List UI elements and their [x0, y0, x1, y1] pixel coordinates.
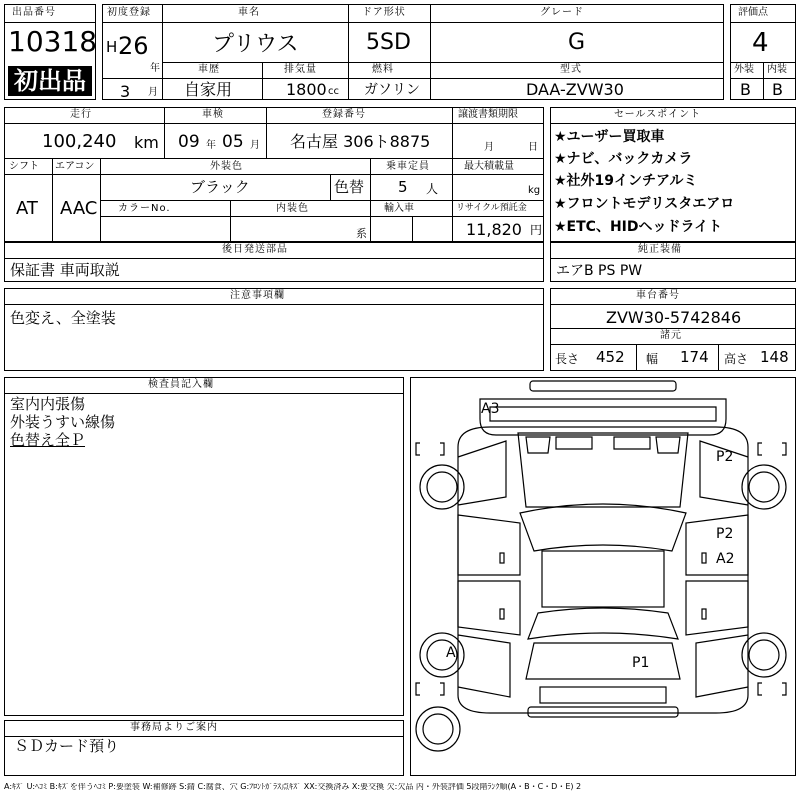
mileage-label: 走行	[70, 109, 92, 120]
model-code: DAA-ZVW30	[526, 80, 624, 99]
width: 174	[680, 348, 709, 366]
ext-color-label: 外装色	[210, 161, 243, 172]
reg-number: 名古屋 306ト8875	[290, 132, 431, 151]
lot-number-label: 出品番号	[12, 7, 56, 18]
inspection-year: 09	[178, 132, 200, 152]
damage-legend: A:ｷｽﾞ U:ﾍｺﾐ B:ｷｽﾞを伴うﾍｺﾐ P:要塗装 W:補修跡 S:錆 C:腐食、穴 G:ﾌﾛﾝﾄｶﾞﾗｽ点ｷｽﾞ XX:交換済み X:要交換 欠:欠品 内・外装評価 5段階ﾗﾝｸ順(A・B・C・D・E) 2	[4, 783, 582, 791]
recycle-label: リサイクル預託金	[456, 203, 527, 213]
max-load-label: 最大積載量	[464, 161, 514, 172]
capacity-unit: 人	[426, 182, 439, 196]
inspection-year-unit: 年	[206, 140, 216, 151]
height-label: 高さ	[724, 352, 749, 366]
history: 自家用	[184, 80, 233, 99]
chassis-number: ZVW30-5742846	[606, 308, 742, 327]
office-text: ＳＤカード預り	[14, 737, 120, 755]
equipment: エアB PS PW	[556, 263, 643, 279]
lot-number: 10318	[8, 25, 98, 58]
reg-year: 26	[118, 32, 149, 60]
first-listing-badge: 初出品	[8, 66, 92, 96]
inspection-label: 車検	[202, 109, 224, 120]
inspection-month: 05	[222, 132, 244, 152]
mileage-unit: km	[134, 133, 159, 152]
fuel: ガソリン	[364, 82, 420, 98]
dimensions-label: 諸元	[660, 330, 682, 341]
damage-mark-p2: P2	[716, 449, 734, 465]
max-load-unit: kg	[528, 185, 541, 196]
notes-text: 色変え、全塗装	[10, 309, 116, 327]
damage-mark-p2: P2	[716, 526, 734, 542]
model-label: 型式	[560, 64, 582, 75]
ac-label: エアコン	[55, 161, 95, 172]
displacement-label: 排気量	[284, 64, 317, 75]
recolor-mark: 色替	[334, 178, 365, 196]
damage-mark-p1: P1	[632, 655, 650, 671]
chassis-label: 車台番号	[636, 290, 680, 301]
transfer-month: 月	[484, 142, 494, 153]
int-grade: B	[772, 80, 783, 99]
ext-grade: B	[740, 80, 751, 99]
int-color-label: 内装色	[276, 203, 309, 214]
door-type: 5SD	[366, 30, 411, 55]
shift-label: シフト	[9, 161, 39, 172]
int-color-unit: 系	[356, 227, 367, 240]
reg-month: 3	[120, 82, 131, 101]
fuel-label: 燃料	[372, 64, 394, 75]
transfer-deadline-label: 譲渡書類期限	[458, 109, 518, 120]
equipment-label: 純正装備	[638, 244, 682, 255]
car-name: プリウス	[212, 32, 299, 57]
reg-number-label: 登録番号	[322, 109, 366, 120]
int-label: 内装	[767, 64, 787, 75]
notes-label: 注意事項欄	[230, 290, 285, 301]
inspector-label: 検査員記入欄	[148, 379, 214, 390]
damage-mark-a3: A3	[481, 401, 500, 417]
damage-mark-a: A	[446, 645, 456, 661]
sales-point-item: ★社外19インチアルミ	[554, 173, 698, 189]
era: H	[106, 38, 118, 56]
sales-point-item: ★ナビ、バックカメラ	[554, 151, 693, 167]
sales-points-label: セールスポイント	[614, 109, 702, 120]
later-parts: 保証書 車両取説	[10, 261, 120, 279]
width-label: 幅	[646, 352, 659, 366]
grade: G	[568, 30, 586, 55]
history-label: 車歴	[198, 64, 220, 75]
score-label: 評価点	[738, 7, 768, 18]
ac: AAC	[60, 198, 98, 219]
grade-label: グレード	[540, 7, 584, 18]
sales-point-item: ★フロントモデリスタエアロ	[554, 196, 735, 212]
later-parts-label: 後日発送部品	[222, 244, 288, 255]
ext-color: ブラック	[190, 178, 250, 196]
color-no-label: カラーNo.	[118, 203, 171, 214]
sales-point-item: ★ユーザー買取車	[554, 129, 665, 145]
sales-point-item: ★ETC、HIDヘッドライト	[554, 219, 723, 235]
transfer-day: 日	[528, 142, 538, 153]
mileage: 100,240	[42, 131, 117, 152]
office-label: 事務局よりご案内	[130, 722, 218, 733]
length: 452	[596, 348, 625, 366]
car-name-label: 車名	[238, 7, 260, 18]
inspector-line: 室内内張傷	[10, 395, 86, 413]
car-condition-diagram	[410, 377, 796, 776]
first-reg-label: 初度登録	[107, 7, 151, 18]
reg-month-unit: 月	[148, 87, 158, 98]
score: 4	[752, 28, 769, 58]
ext-label: 外装	[734, 64, 754, 75]
recycle-fee: 11,820	[466, 220, 522, 239]
reg-year-unit: 年	[150, 63, 160, 74]
inspector-line: 外装うすい線傷	[10, 413, 116, 431]
length-label: 長さ	[555, 352, 580, 366]
import-label: 輸入車	[384, 203, 414, 214]
damage-mark-a2: A2	[716, 551, 735, 567]
displacement-unit: cc	[328, 86, 339, 97]
height: 148	[760, 348, 789, 366]
displacement: 1800	[286, 80, 327, 99]
capacity: 5	[398, 178, 408, 196]
inspection-month-unit: 月	[250, 140, 260, 151]
inspector-line: 色替え全Ｐ	[10, 431, 86, 449]
capacity-label: 乗車定員	[386, 161, 430, 172]
door-label: ドア形状	[362, 7, 406, 18]
recycle-fee-unit: 円	[530, 223, 543, 237]
shift: AT	[16, 198, 38, 219]
